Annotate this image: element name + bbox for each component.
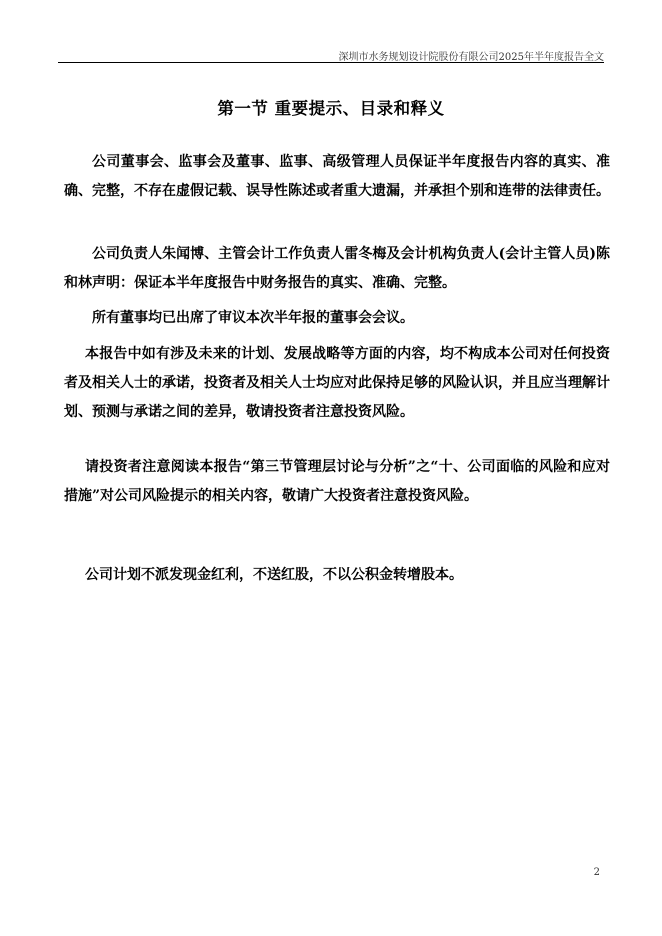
header-divider <box>58 62 604 63</box>
paragraph-responsible-persons: 公司负责人朱闻博、主管会计工作负责人雷冬梅及会计机构负责人(会计主管人员)陈和林声明：保证本半年度报告中财务报告的真实、准确、完整。 <box>64 246 610 291</box>
paragraph-board-guarantee: 公司董事会、监事会及董事、监事、高级管理人员保证半年度报告内容的真实、准确、完整，不存在虚假记载、误导性陈述或者重大遗漏，并承担个别和连带的法律责任。 <box>64 154 610 199</box>
paragraph-directors-attendance: 所有董事均已出席了审议本次半年报的董事会会议。 <box>92 310 414 326</box>
paragraph-risk-notice: 请投资者注意阅读本报告“第三节管理层讨论与分析”之“十、公司面临的风险和应对措施”对公司风险提示的相关内容，敬请广大投资者注意投资风险。 <box>64 459 610 504</box>
section-title: 第一节 重要提示、目录和释义 <box>217 99 445 118</box>
running-header: 深圳市水务规划设计院股份有限公司2025年半年度报告全文 <box>338 52 604 63</box>
page-number: 2 <box>593 867 600 878</box>
paragraph-forward-looking-statement: 本报告中如有涉及未来的计划、发展战略等方面的内容，均不构成本公司对任何投资者及相关人士的承诺，投资者及相关人士均应对此保持足够的风险认识，并且应当理解计划、预测与承诺之间的差异，敬请投资者注意投资风险。 <box>64 346 610 420</box>
paragraph-dividend-plan: 公司计划不派发现金红利，不送红股，不以公积金转增股本。 <box>85 567 463 583</box>
